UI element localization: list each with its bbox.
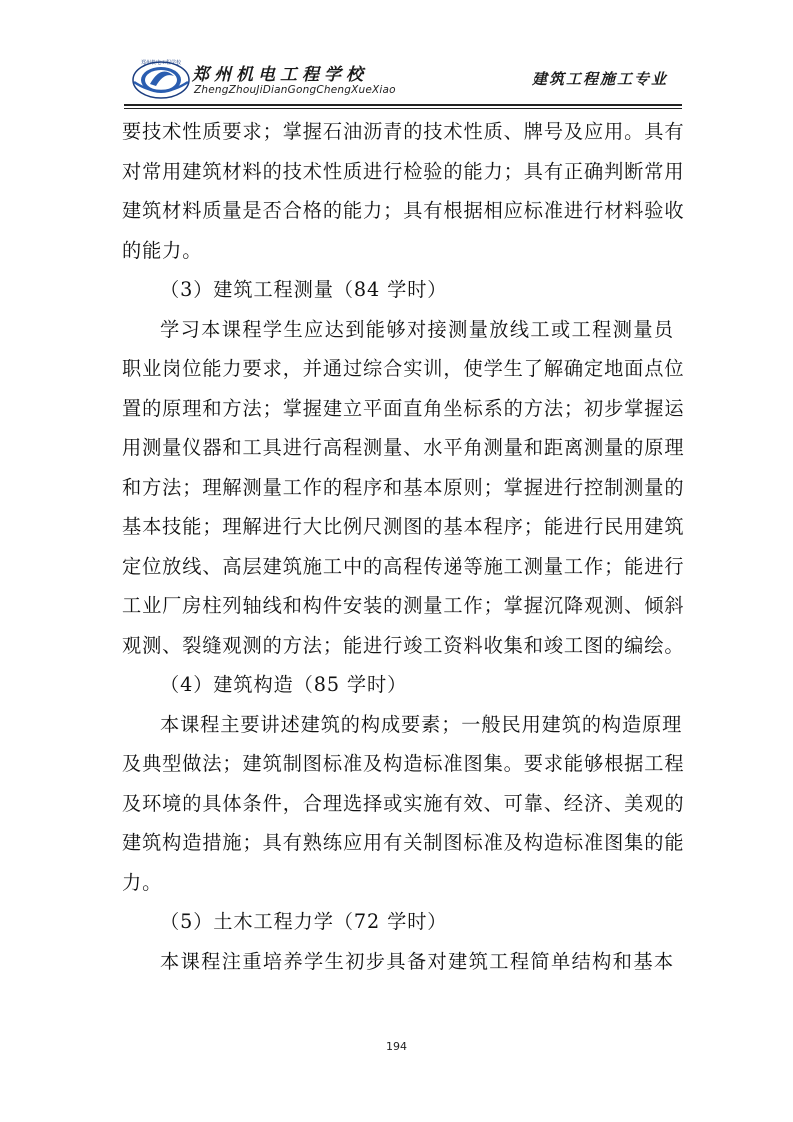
- text-line: 基本技能；理解进行大比例尺测图的基本程序；能进行民用建筑: [122, 515, 685, 538]
- text-line: 及环境的具体条件，合理选择或实施有效、可靠、经济、美观的: [122, 791, 685, 815]
- text-line: 及典型做法；建筑制图标准及构造标准图集。要求能够根据工程: [122, 752, 685, 775]
- text-line: 学习本课程学生应达到能够对接测量放线工或工程测量员: [160, 317, 674, 341]
- text-line: 要技术性质要求；掌握石油沥青的技术性质、牌号及应用。具有: [122, 120, 685, 143]
- section-heading-3: （3）建筑工程测量（84 学时）: [160, 278, 448, 301]
- school-name-cn: 郑州机电工程学校: [192, 65, 368, 85]
- header-divider-thin: [124, 108, 682, 109]
- text-line: 置的原理和方法；掌握建立平面直角坐标系的方法；初步掌握运: [122, 396, 685, 420]
- section-heading-5: （5）土木工程力学（72 学时）: [160, 910, 448, 933]
- text-line: 定位放线、高层建筑施工中的高程传递等施工测量工作；能进行: [122, 554, 685, 578]
- svg-text:郑州机电工程学校: 郑州机电工程学校: [140, 60, 182, 66]
- text-line: 职业岗位能力要求，并通过综合实训，使学生了解确定地面点位: [122, 357, 685, 380]
- text-line: 和方法；理解测量工作的程序和基本原则；掌握进行控制测量的: [122, 475, 685, 499]
- text-line: 工业厂房柱列轴线和构件安装的测量工作；掌握沉降观测、倾斜: [122, 594, 685, 617]
- section-heading-4: （4）建筑构造（85 学时）: [160, 673, 408, 696]
- text-line: 本课程注重培养学生初步具备对建筑工程简单结构和基本: [160, 949, 674, 973]
- body-text: [122, 112, 685, 981]
- page-number: 194: [386, 1040, 407, 1053]
- text-line: 建筑材料质量是否合格的能力；具有根据相应标准进行材料验收: [122, 199, 685, 222]
- text-line: 力。: [122, 870, 163, 894]
- school-name-en: ZhengZhouJiDianGongChengXueXiao: [194, 84, 396, 96]
- text-line: 本课程主要讲述建筑的构成要素；一般民用建筑的构造原理: [160, 712, 683, 736]
- text-line: 用测量仪器和工具进行高程测量、水平角测量和距离测量的原理: [122, 436, 685, 459]
- header-divider: [124, 104, 682, 106]
- text-line: 对常用建筑材料的技术性质进行检验的能力；具有正确判断常用: [122, 159, 685, 183]
- text-line: 观测、裂缝观测的方法；能进行竣工资料收集和竣工图的编绘。: [122, 633, 685, 657]
- school-logo-icon: [130, 56, 192, 102]
- text-line: 的能力。: [122, 238, 203, 262]
- major-title: 建筑工程施工专业: [531, 70, 668, 88]
- page-header: [130, 56, 690, 106]
- text-line: 建筑构造措施；具有熟练应用有关制图标准及构造标准图集的能: [122, 831, 685, 854]
